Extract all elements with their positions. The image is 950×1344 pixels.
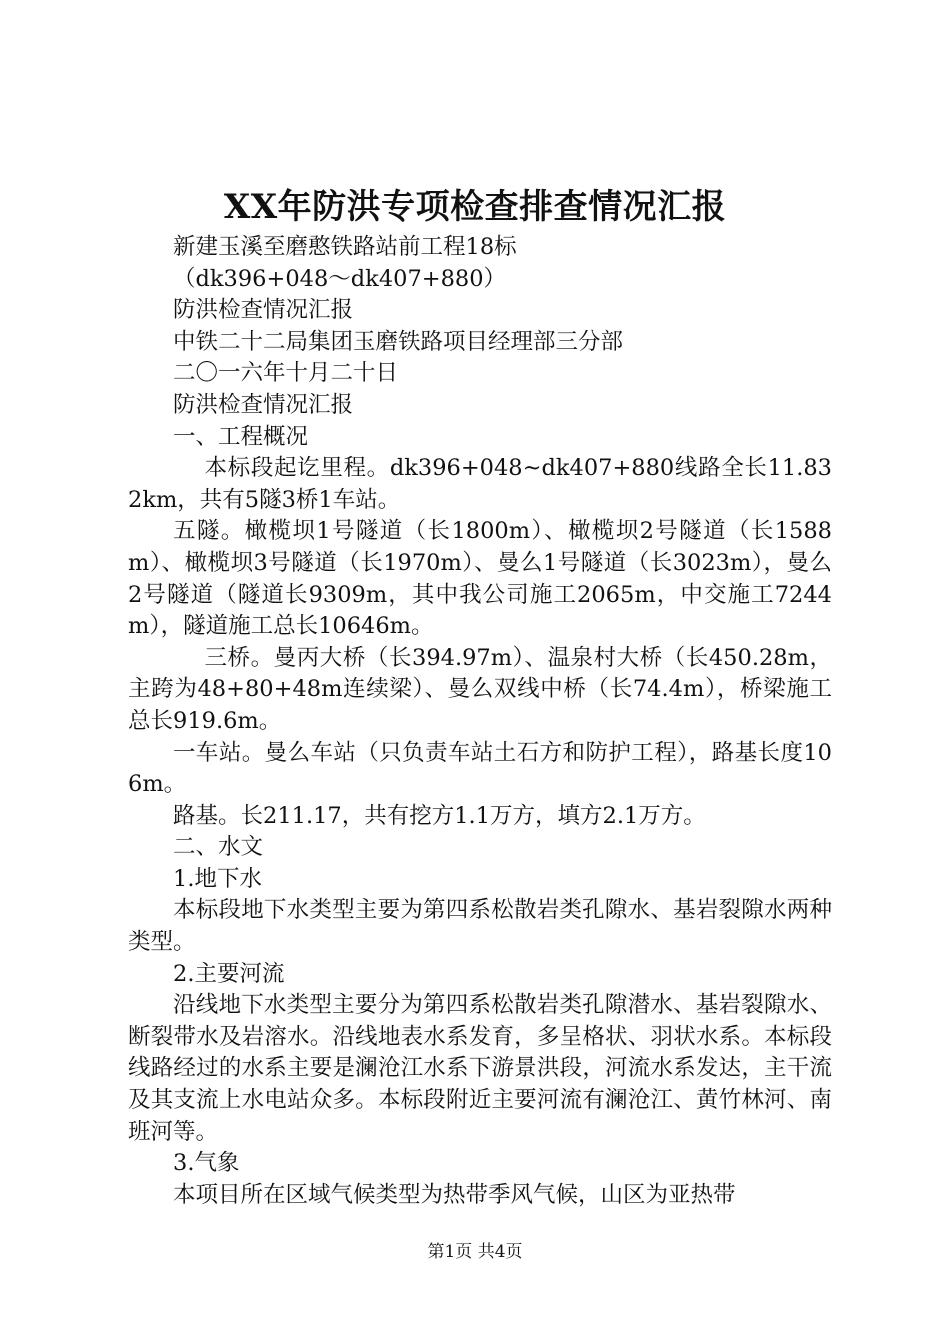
paragraph: 中铁二十二局集团玉磨铁路项目经理部三分部	[173, 328, 624, 355]
paragraph: 沿线地下水类型主要分为第四系松散岩类孔隙潜水、基岩裂隙水、断裂带水及岩溶水。沿线地表水系发育，多呈格状、羽状水系。本标段线路经过的水系主要是澜沧江水系下游景洪段，河流水系发达，主干流及其支流上水电站众多。本标段附近主要河流有澜沧江、黄竹林河、南班河等。	[128, 992, 832, 1145]
paragraph: 本标段起讫里程。dk396+048~dk407+880线路全长11.832km，共有5隧3桥1车站。	[128, 455, 832, 513]
paragraph: 本项目所在区域气候类型为热带季风气候，山区为亚热带	[173, 1181, 736, 1208]
paragraph: 五隧。橄榄坝1号隧道（长1800m）、橄榄坝2号隧道（长1588m）、橄榄坝3号隧道（长1970m）、曼么1号隧道（长3023m），曼么2号隧道（隧道长9309m，其中我公司施工2065m，中交施工7244m），隧道施工总长10646m。	[128, 518, 832, 640]
paragraph: 一车站。曼么车站（只负责车站土石方和防护工程），路基长度106m。	[128, 739, 832, 798]
paragraph: 本标段地下水类型主要为第四系松散岩类孔隙水、基岩裂隙水两种类型。	[128, 897, 832, 956]
paragraph: 二、水文	[173, 834, 264, 861]
paragraph: 路基。长211.17，共有挖方1.1万方，填方2.1万方。	[173, 802, 706, 829]
paragraph: 防洪检查情况汇报	[173, 297, 354, 324]
paragraph: 2.主要河流	[173, 960, 285, 987]
paragraph: 一、工程概况	[173, 423, 309, 450]
paragraph: 防洪检查情况汇报	[173, 391, 354, 418]
paragraph: 3.气象	[173, 1150, 240, 1177]
paragraph: 二〇一六年十月二十日	[173, 360, 399, 387]
document-title: XX年防洪专项检查排查情况汇报	[223, 187, 727, 227]
page-footer: 第1页 共4页	[427, 1242, 523, 1262]
paragraph: 1.地下水	[173, 865, 262, 892]
document-body	[128, 232, 832, 1211]
paragraph: （dk396+048～dk407+880）	[173, 265, 507, 292]
paragraph: 新建玉溪至磨憨铁路站前工程18标	[173, 234, 517, 260]
paragraph: 三桥。曼丙大桥（长394.97m）、温泉村大桥（长450.28m，主跨为48+80+48m连续梁）、曼么双线中桥（长74.4m），桥梁施工总长919.6m。	[128, 644, 832, 734]
